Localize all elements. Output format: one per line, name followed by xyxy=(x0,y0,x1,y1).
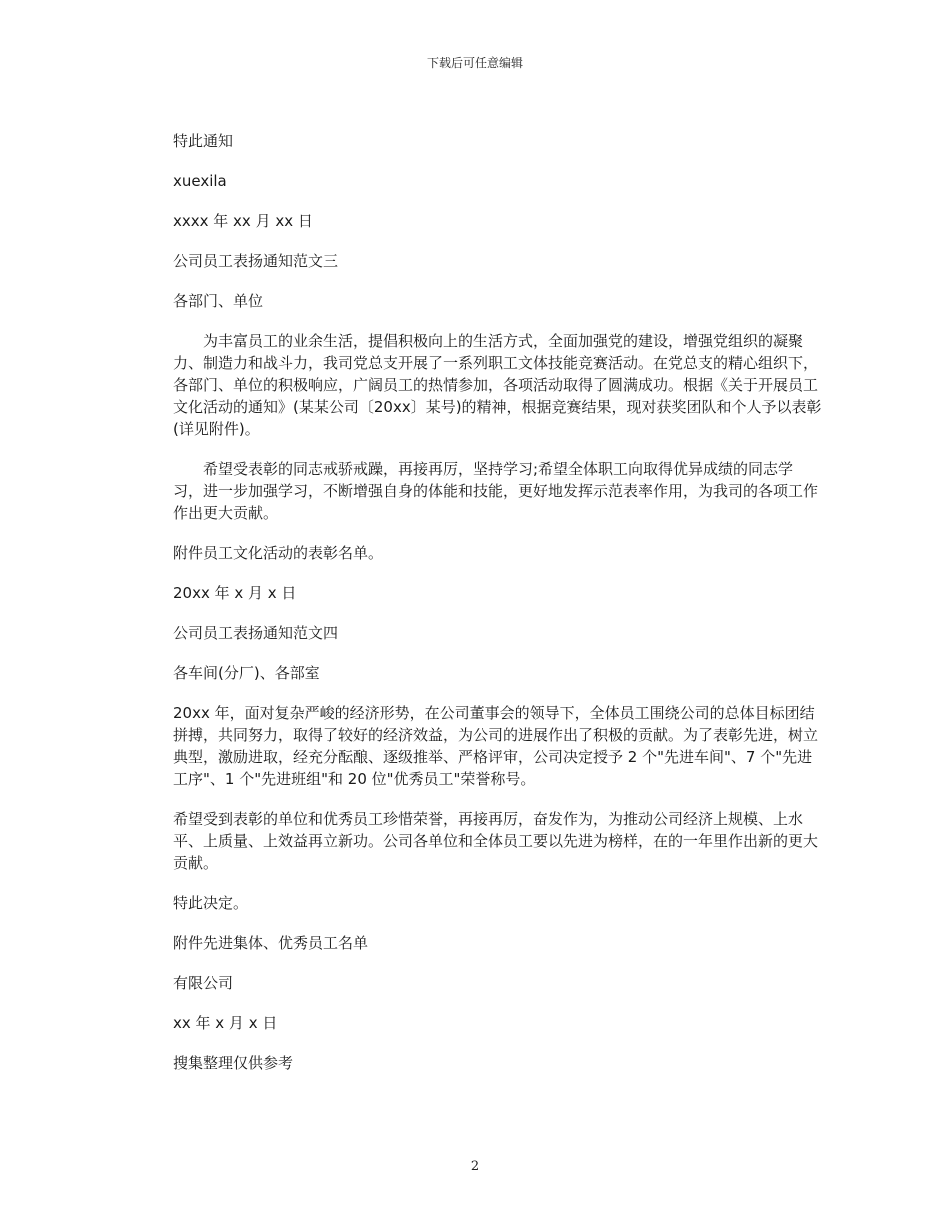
date-line: xx 年 x 月 x 日 xyxy=(173,1014,278,1032)
date-line: 20xx 年 x 月 x 日 xyxy=(173,584,297,602)
section-title-4: 公司员工表扬通知范文四 xyxy=(173,624,339,642)
company-name: 有限公司 xyxy=(173,974,234,992)
paragraph-2: 希望受表彰的同志戒骄戒躁，再接再厉，坚持学习;希望全体职工向取得优异成绩的同志学习，进一步加强学习，不断增强自身的体能和技能，更好地发挥示范表率作用，为我司的各项工作作出更大贡献。 xyxy=(173,460,819,522)
page-header-note: 下载后可任意编辑 xyxy=(426,56,523,70)
addressee: 各车间(分厂)、各部室 xyxy=(173,664,320,682)
addressee: 各部门、单位 xyxy=(173,292,264,310)
attachment-line: 附件员工文化活动的表彰名单。 xyxy=(173,544,384,562)
reference-note: 搜集整理仅供参考 xyxy=(173,1054,294,1072)
paragraph-1: 为丰富员工的业余生活，提倡积极向上的生活方式，全面加强党的建设，增强党组织的凝聚力、制造力和战斗力，我司党总支开展了一系列职工文体技能竞赛活动。在党总支的精心组织下，各部门、单位的积极响应，广阔员工的热情参加，各项活动取得了圆满成功。根据《关于开展员工文化活动的通知》(某某公司〔20xx〕某号)的精神，根据竞赛结果，现对获奖团队和个人予以表彰(详见附件)。 xyxy=(173,332,822,438)
attachment-line: 附件先进集体、优秀员工名单 xyxy=(173,934,369,952)
document-body xyxy=(173,130,823,1092)
signature: xuexila xyxy=(173,172,227,190)
paragraph-3: 20xx 年，面对复杂严峻的经济形势，在公司董事会的领导下，全体员工围绕公司的总体目标团结拼搏，共同努力，取得了较好的经济效益，为公司的进展作出了积极的贡献。为了表彰先进，树立典型，激励进取，经充分酝酿、逐级推举、严格评审，公司决定授予 2 个"先进车间"、7 个"先进工序"、1 个"先进班组"和 20 位"优秀员工"荣誉称号。 xyxy=(173,704,819,788)
decision-closing: 特此决定。 xyxy=(173,894,249,912)
page-number: 2 xyxy=(470,1159,480,1174)
paragraph-4: 希望受到表彰的单位和优秀员工珍惜荣誉，再接再厉，奋发作为，为推动公司经济上规模、上水平、上质量、上效益再立新功。公司各单位和全体员工要以先进为榜样，在的一年里作出新的更大贡献。 xyxy=(173,810,819,872)
section-title-3: 公司员工表扬通知范文三 xyxy=(173,252,339,270)
notice-closing: 特此通知 xyxy=(173,132,234,150)
date-line: xxxx 年 xx 月 xx 日 xyxy=(173,212,313,230)
